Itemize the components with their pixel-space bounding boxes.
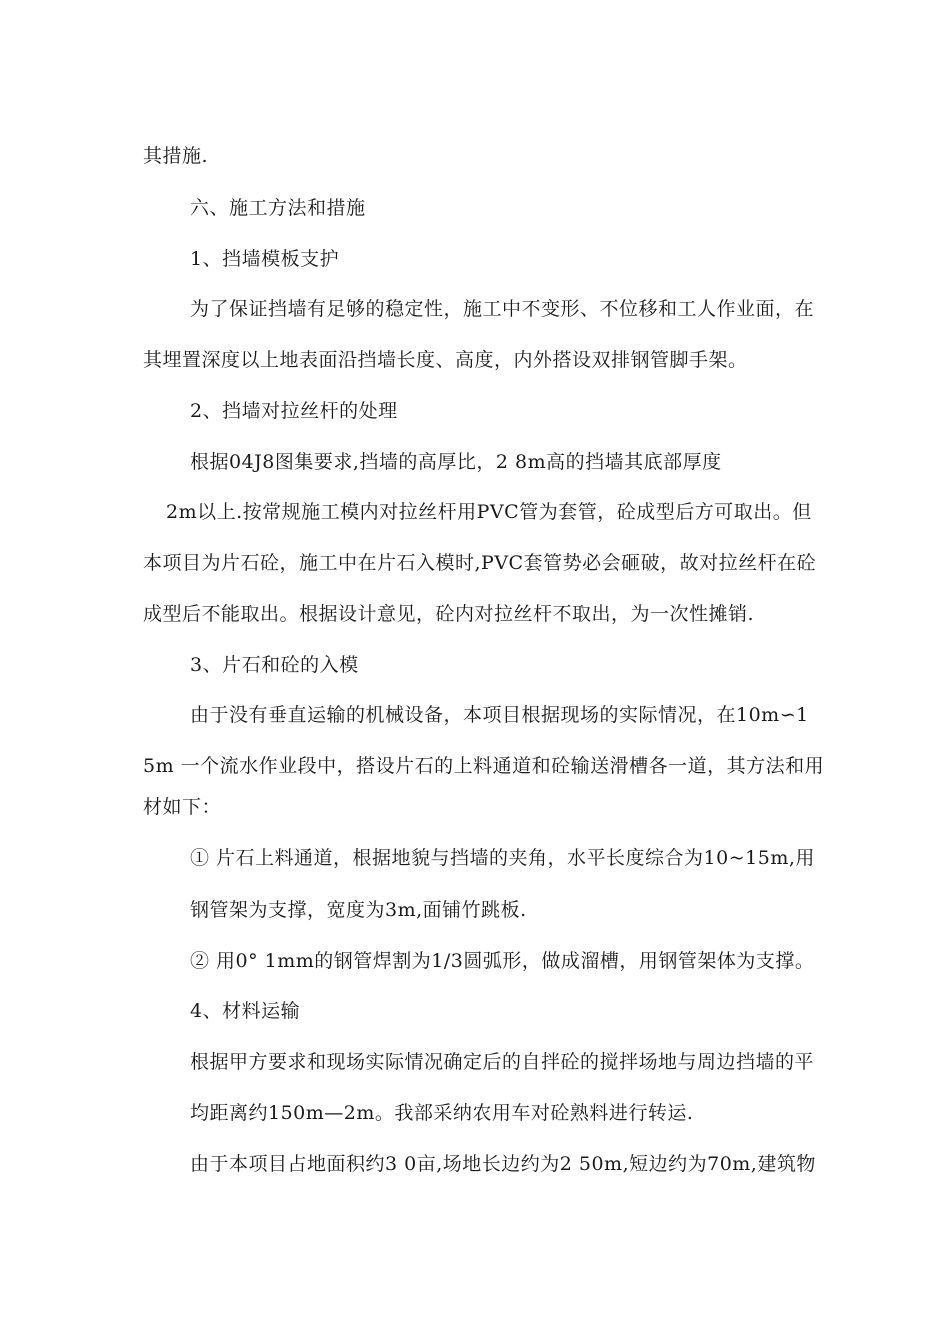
paragraph-line: 由于没有垂直运输的机械设备，本项目根据现场的实际情况，在10m∽1 xyxy=(190,704,809,726)
paragraph-line: 成型后不能取出。根据设计意见，砼内对拉丝杆不取出，为一次性摊销. xyxy=(143,603,755,625)
list-item: ② 用0° 1mm的钢管焊割为1/3圆弧形，做成溜槽，用钢管架体为支撑。 xyxy=(190,950,815,972)
subsection-heading: 2、挡墙对拉丝杆的处理 xyxy=(190,400,398,422)
paragraph-line: 其措施. xyxy=(143,145,209,167)
paragraph-line: 由于本项目占地面积约3 0亩,场地长边约为2 50m,短边约为70m,建筑物 xyxy=(190,1153,816,1175)
paragraph-line: 5m 一个流水作业段中，搭设片石的上料通道和砼输送滑槽各一道，其方法和用 xyxy=(143,755,825,777)
paragraph-line: 其埋置深度以上地表面沿挡墙长度、高度，内外搭设双排钢管脚手架。 xyxy=(143,349,748,371)
list-item: ① 片石上料通道，根据地貌与挡墙的夹角，水平长度综合为10~15m,用 xyxy=(190,847,815,869)
subsection-heading: 3、片石和砼的入模 xyxy=(190,654,359,676)
paragraph-line: 材如下： xyxy=(143,796,222,818)
paragraph-line: 钢管架为支撑，宽度为3m,面铺竹跳板. xyxy=(190,899,527,921)
subsection-heading: 4、材料运输 xyxy=(190,1000,301,1022)
paragraph-line: 为了保证挡墙有足够的稳定性，施工中不变形、不位移和工人作业面，在 xyxy=(190,298,815,320)
subsection-heading: 1、挡墙模板支护 xyxy=(190,248,340,270)
paragraph-line: 本项目为片石砼，施工中在片石入模时,PVC套管势必会砸破，故对拉丝杆在砼 xyxy=(143,552,817,574)
paragraph-line: 根据04J8图集要求,挡墙的高厚比，2 8m高的挡墙其底部厚度 xyxy=(190,451,722,473)
paragraph-line: 均距离约150m—2m。我部采纳农用车对砼熟料进行转运. xyxy=(190,1102,694,1124)
paragraph-line: 根据甲方要求和现场实际情况确定后的自拌砼的搅拌场地与周边挡墙的平 xyxy=(190,1051,815,1073)
paragraph-line: 2m以上.按常规施工模内对拉丝杆用PVC管为套管，砼成型后方可取出。但 xyxy=(166,501,812,523)
section-heading: 六、施工方法和措施 xyxy=(190,197,366,219)
